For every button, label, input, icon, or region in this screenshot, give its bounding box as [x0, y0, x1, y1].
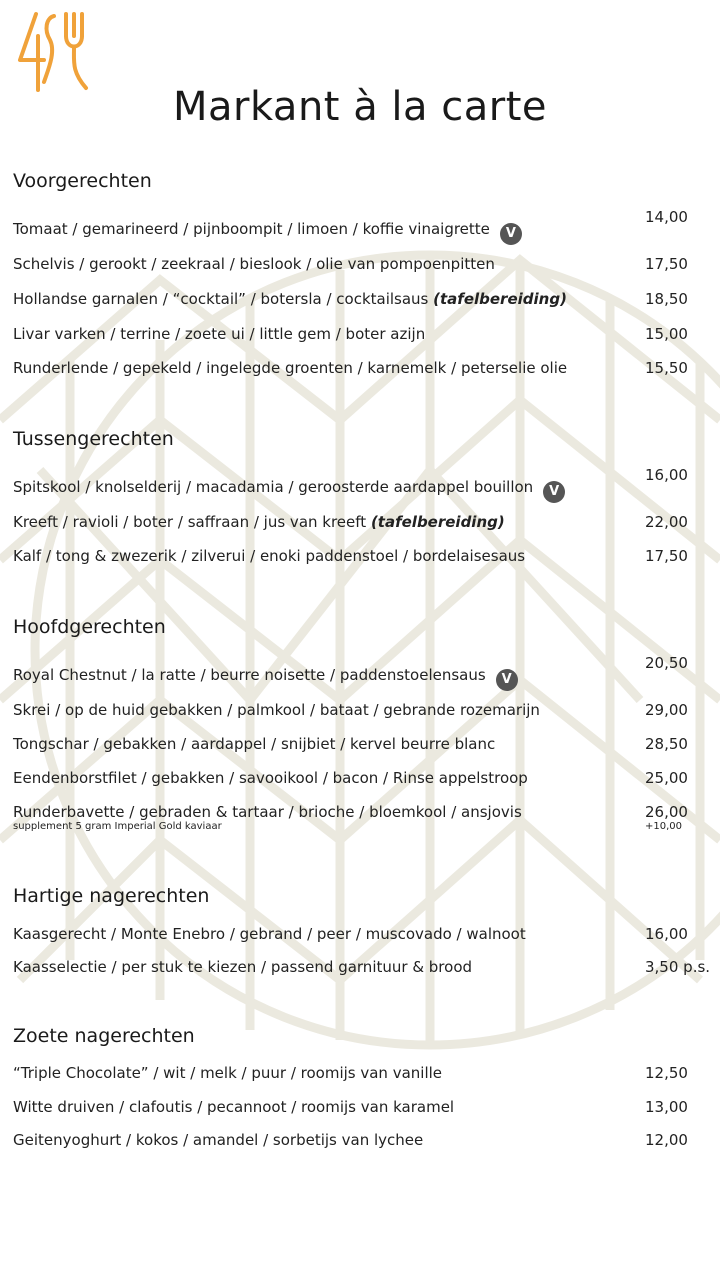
- item-price: 20,50: [645, 654, 688, 672]
- menu-item: [13, 466, 713, 499]
- section-title-zoete-nagerechten: Zoete nagerechten: [13, 1025, 195, 1047]
- item-price: 13,00: [645, 1098, 688, 1116]
- menu-item: [13, 1098, 713, 1122]
- menu-item: [13, 654, 713, 687]
- item-name: “Triple Chocolate” / wit / melk / puur / roomijs van vanille: [13, 1064, 443, 1082]
- item-name: Skrei / op de huid gebakken / palmkool / bataat / gebrande rozemarijn: [13, 701, 540, 719]
- section-title-voorgerechten: Voorgerechten: [13, 170, 152, 192]
- vegetarian-icon: V: [496, 669, 518, 691]
- menu-item: [13, 925, 713, 949]
- item-price: 14,00: [645, 208, 688, 226]
- vegetarian-icon: V: [543, 481, 565, 503]
- menu-item: [13, 208, 713, 241]
- item-name: Geitenyoghurt / kokos / amandel / sorbetijs van lychee: [13, 1131, 424, 1149]
- item-name: Schelvis / gerookt / zeekraal / bieslook / olie van pompoenpitten: [13, 255, 495, 273]
- section-title-tussengerechten: Tussengerechten: [13, 428, 174, 450]
- item-price: 18,50: [645, 290, 688, 308]
- menu-item: [13, 1064, 713, 1088]
- item-name: Hollandse garnalen / “cocktail” / botersla / cocktailsaus (tafelbereiding): [13, 290, 567, 308]
- item-name: Spitskool / knolselderij / macadamia / geroosterde aardappel bouillon V: [13, 478, 565, 503]
- item-name: Tongschar / gebakken / aardappel / snijbiet / kervel beurre blanc: [13, 735, 496, 753]
- item-price: 28,50: [645, 735, 688, 753]
- item-name: Eendenborstfilet / gebakken / savooikool / bacon / Rinse appelstroop: [13, 769, 528, 787]
- menu-item: [13, 290, 713, 314]
- section-title-hartige-nagerechten: Hartige nagerechten: [13, 885, 210, 907]
- item-price: 26,00: [645, 803, 688, 821]
- item-price: 16,00: [645, 925, 688, 943]
- item-name: Runderlende / gepekeld / ingelegde groenten / karnemelk / peterselie olie: [13, 359, 568, 377]
- menu-item: [13, 325, 713, 349]
- item-name: Kreeft / ravioli / boter / saffraan / jus van kreeft (tafelbereiding): [13, 513, 505, 531]
- item-name: Livar varken / terrine / zoete ui / little gem / boter azijn: [13, 325, 426, 343]
- menu-item: [13, 255, 713, 279]
- section-title-hoofdgerechten: Hoofdgerechten: [13, 616, 166, 638]
- item-name: Kaasgerecht / Monte Enebro / gebrand / peer / muscovado / walnoot: [13, 925, 526, 943]
- menu-item: [13, 769, 713, 793]
- item-price: 15,00: [645, 325, 688, 343]
- item-name: Runderbavette / gebraden & tartaar / brioche / bloemkool / ansjovis: [13, 803, 522, 821]
- item-price: 12,00: [645, 1131, 688, 1149]
- item-name: Witte druiven / clafoutis / pecannoot / roomijs van karamel: [13, 1098, 455, 1116]
- item-price: 16,00: [645, 466, 688, 484]
- menu-item: [13, 1131, 713, 1155]
- item-price: 3,50 p.s.: [645, 958, 711, 976]
- item-name: Tomaat / gemarineerd / pijnboompit / limoen / koffie vinaigrette V: [13, 220, 522, 245]
- item-name: Royal Chestnut / la ratte / beurre noisette / paddenstoelensaus V: [13, 666, 518, 691]
- menu-item: [13, 735, 713, 759]
- menu-item: [13, 701, 713, 725]
- item-supplement-price: +10,00: [645, 821, 683, 832]
- vegetarian-icon: V: [500, 223, 522, 245]
- item-supplement: supplement 5 gram Imperial Gold kaviaar: [13, 821, 222, 832]
- menu-item: [13, 958, 713, 982]
- menu-item: [13, 547, 713, 571]
- menu-title: Markant à la carte: [173, 84, 547, 130]
- item-price: 22,00: [645, 513, 688, 531]
- item-name: Kalf / tong & zwezerik / zilverui / enoki paddenstoel / bordelaisesaus: [13, 547, 526, 565]
- item-price: 17,50: [645, 255, 688, 273]
- menu-item: [13, 513, 713, 537]
- item-price: 15,50: [645, 359, 688, 377]
- item-price: 25,00: [645, 769, 688, 787]
- item-price: 29,00: [645, 701, 688, 719]
- menu-item: [13, 359, 713, 383]
- item-name: Kaasselectie / per stuk te kiezen / passend garnituur & brood: [13, 958, 473, 976]
- item-price: 12,50: [645, 1064, 688, 1082]
- fork-knife-logo-icon: [14, 10, 90, 94]
- item-price: 17,50: [645, 547, 688, 565]
- menu-item: [13, 803, 713, 837]
